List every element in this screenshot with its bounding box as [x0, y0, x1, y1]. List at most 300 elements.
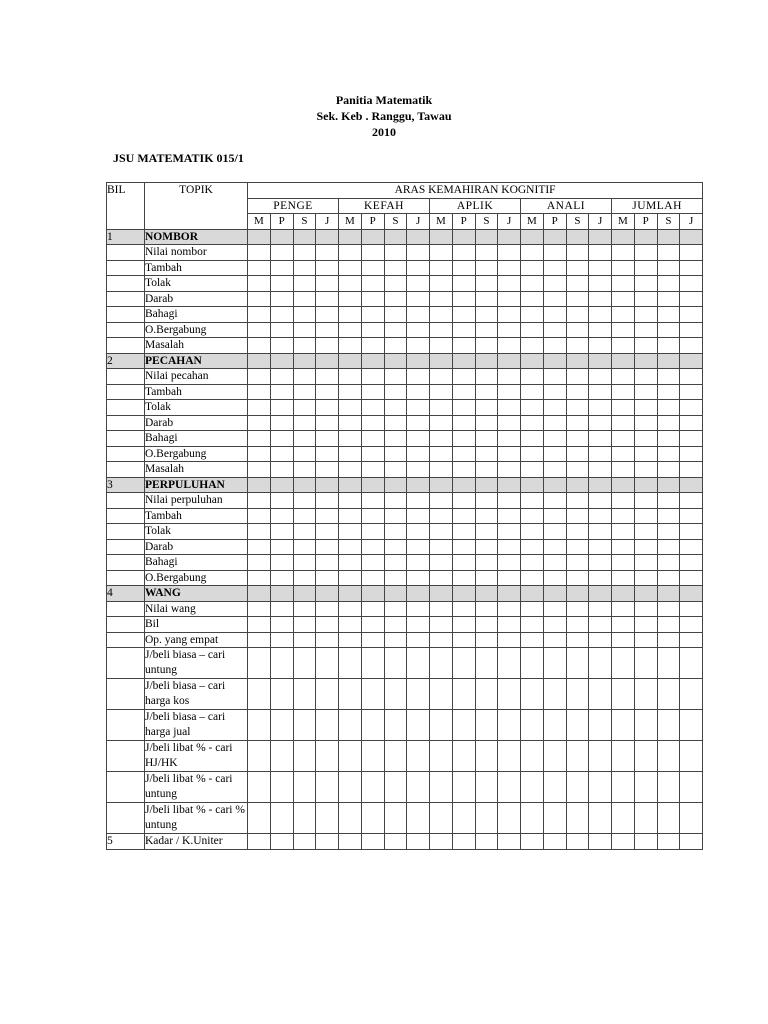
score-cell [430, 276, 453, 292]
score-cell [521, 322, 544, 338]
score-cell [634, 679, 657, 710]
score-cell [566, 772, 589, 803]
score-cell [384, 586, 407, 602]
score-cell [384, 570, 407, 586]
score-cell [566, 617, 589, 633]
score-cell [498, 648, 521, 679]
score-cell [521, 803, 544, 834]
score-cell [248, 384, 271, 400]
score-cell [657, 307, 680, 323]
score-cell [316, 291, 339, 307]
score-cell [316, 803, 339, 834]
score-cell [589, 508, 612, 524]
score-cell [293, 508, 316, 524]
score-cell [407, 477, 430, 493]
score-cell [293, 446, 316, 462]
score-cell [270, 601, 293, 617]
score-cell [407, 493, 430, 509]
score-cell [430, 322, 453, 338]
score-cell [339, 245, 362, 261]
score-cell [475, 632, 498, 648]
table-row [107, 539, 703, 555]
score-cell [657, 431, 680, 447]
score-cell [270, 307, 293, 323]
score-cell [384, 555, 407, 571]
score-cell [498, 369, 521, 385]
score-cell [498, 307, 521, 323]
score-cell [430, 632, 453, 648]
score-cell [498, 601, 521, 617]
score-cell [543, 276, 566, 292]
score-cell [589, 369, 612, 385]
score-cell [384, 524, 407, 540]
score-cell [612, 307, 635, 323]
score-cell [452, 291, 475, 307]
score-cell [293, 369, 316, 385]
score-cell [566, 570, 589, 586]
score-cell [589, 710, 612, 741]
bil-cell [107, 245, 145, 261]
document-header [0, 92, 768, 140]
score-cell [339, 446, 362, 462]
score-cell [521, 477, 544, 493]
table-row [107, 338, 703, 354]
table-row [107, 384, 703, 400]
score-cell [452, 524, 475, 540]
score-cell [430, 601, 453, 617]
bil-cell [107, 679, 145, 710]
score-cell [270, 555, 293, 571]
score-cell [407, 570, 430, 586]
score-cell [339, 803, 362, 834]
score-cell [452, 710, 475, 741]
table-row [107, 322, 703, 338]
topic-cell: Tambah [145, 508, 248, 524]
score-cell [589, 322, 612, 338]
score-cell [612, 539, 635, 555]
score-cell [680, 477, 703, 493]
score-cell [521, 710, 544, 741]
score-cell [452, 834, 475, 850]
score-cell [498, 539, 521, 555]
score-cell [316, 307, 339, 323]
score-cell [361, 384, 384, 400]
score-cell [657, 260, 680, 276]
score-cell [680, 245, 703, 261]
score-cell [566, 508, 589, 524]
sub-col-header: M [430, 214, 453, 230]
score-cell [384, 493, 407, 509]
score-cell [543, 369, 566, 385]
score-cell [316, 446, 339, 462]
score-cell [293, 384, 316, 400]
score-cell [475, 338, 498, 354]
score-cell [361, 834, 384, 850]
score-cell [452, 648, 475, 679]
bil-cell [107, 369, 145, 385]
score-cell [248, 322, 271, 338]
score-cell [566, 462, 589, 478]
bil-cell [107, 772, 145, 803]
table-row [107, 524, 703, 540]
score-cell [589, 632, 612, 648]
score-cell [543, 462, 566, 478]
score-cell [498, 570, 521, 586]
score-cell [339, 617, 362, 633]
score-cell [543, 834, 566, 850]
score-cell [384, 617, 407, 633]
topic-cell: O.Bergabung [145, 446, 248, 462]
score-cell [430, 803, 453, 834]
topic-cell: Nilai perpuluhan [145, 493, 248, 509]
score-cell [316, 260, 339, 276]
score-cell [248, 276, 271, 292]
score-cell [634, 617, 657, 633]
score-cell [566, 307, 589, 323]
score-cell [339, 260, 362, 276]
score-cell [293, 353, 316, 369]
score-cell [270, 524, 293, 540]
score-cell [293, 291, 316, 307]
score-cell [339, 555, 362, 571]
score-cell [316, 570, 339, 586]
score-cell [475, 260, 498, 276]
score-cell [543, 384, 566, 400]
bil-cell: 1 [107, 229, 145, 245]
score-cell [475, 834, 498, 850]
score-cell [498, 741, 521, 772]
score-cell [270, 834, 293, 850]
score-cell [680, 648, 703, 679]
score-cell [634, 322, 657, 338]
score-cell [498, 710, 521, 741]
table-row [107, 462, 703, 478]
score-cell [657, 369, 680, 385]
score-cell [361, 772, 384, 803]
level-header: JUMLAH [612, 198, 703, 214]
sub-col-header: J [316, 214, 339, 230]
score-cell [657, 570, 680, 586]
score-cell [361, 462, 384, 478]
score-cell [361, 741, 384, 772]
score-cell [384, 710, 407, 741]
score-cell [384, 803, 407, 834]
score-cell [361, 570, 384, 586]
bil-cell [107, 260, 145, 276]
score-cell [270, 570, 293, 586]
score-cell [475, 322, 498, 338]
score-cell [430, 772, 453, 803]
bil-cell: 4 [107, 586, 145, 602]
topic-cell: WANG [145, 586, 248, 602]
score-cell [543, 446, 566, 462]
score-cell [452, 276, 475, 292]
score-cell [339, 338, 362, 354]
score-cell [475, 508, 498, 524]
bil-cell [107, 276, 145, 292]
score-cell [384, 462, 407, 478]
score-cell [361, 648, 384, 679]
topic-cell: J/beli biasa – cari harga kos [145, 679, 248, 710]
score-cell [361, 338, 384, 354]
table-row [107, 632, 703, 648]
score-cell [475, 229, 498, 245]
score-cell [361, 307, 384, 323]
score-cell [657, 555, 680, 571]
score-cell [543, 803, 566, 834]
score-cell [521, 446, 544, 462]
score-cell [361, 601, 384, 617]
score-cell [657, 291, 680, 307]
score-cell [452, 570, 475, 586]
score-cell [384, 508, 407, 524]
section-row [107, 586, 703, 602]
score-cell [521, 648, 544, 679]
score-cell [498, 617, 521, 633]
score-cell [566, 260, 589, 276]
table-row [107, 431, 703, 447]
score-cell [339, 291, 362, 307]
score-cell [248, 431, 271, 447]
score-cell [680, 803, 703, 834]
section-row [107, 229, 703, 245]
score-cell [384, 834, 407, 850]
score-cell [612, 524, 635, 540]
score-cell [316, 338, 339, 354]
score-cell [680, 415, 703, 431]
score-cell [475, 617, 498, 633]
score-cell [430, 586, 453, 602]
score-cell [521, 834, 544, 850]
score-cell [293, 710, 316, 741]
score-cell [407, 648, 430, 679]
score-cell [498, 276, 521, 292]
score-cell [521, 462, 544, 478]
sub-col-header: S [566, 214, 589, 230]
score-cell [339, 369, 362, 385]
bil-cell [107, 524, 145, 540]
score-cell [384, 291, 407, 307]
score-cell [430, 369, 453, 385]
score-cell [634, 369, 657, 385]
score-cell [361, 291, 384, 307]
score-cell [361, 493, 384, 509]
score-cell [270, 369, 293, 385]
score-cell [475, 648, 498, 679]
score-cell [543, 260, 566, 276]
score-cell [566, 276, 589, 292]
score-cell [498, 477, 521, 493]
score-cell [384, 369, 407, 385]
score-cell [407, 229, 430, 245]
score-cell [316, 586, 339, 602]
bil-cell [107, 648, 145, 679]
score-cell [521, 679, 544, 710]
bil-cell [107, 601, 145, 617]
score-cell [475, 276, 498, 292]
topic-cell: Tambah [145, 260, 248, 276]
score-cell [316, 384, 339, 400]
bil-cell [107, 431, 145, 447]
score-cell [680, 260, 703, 276]
score-cell [589, 260, 612, 276]
table-row [107, 617, 703, 633]
bil-cell [107, 462, 145, 478]
bil-cell [107, 338, 145, 354]
score-cell [566, 741, 589, 772]
score-cell [680, 632, 703, 648]
score-cell [589, 229, 612, 245]
score-cell [634, 803, 657, 834]
score-cell [452, 803, 475, 834]
score-cell [248, 338, 271, 354]
table-row [107, 679, 703, 710]
score-cell [498, 524, 521, 540]
score-cell [293, 400, 316, 416]
score-cell [339, 431, 362, 447]
sub-col-header: P [270, 214, 293, 230]
score-cell [270, 508, 293, 524]
score-cell [612, 648, 635, 679]
score-cell [270, 648, 293, 679]
score-cell [589, 431, 612, 447]
score-cell [612, 803, 635, 834]
topic-cell: PECAHAN [145, 353, 248, 369]
score-cell [680, 276, 703, 292]
score-cell [452, 260, 475, 276]
score-cell [566, 229, 589, 245]
score-cell [634, 477, 657, 493]
score-cell [566, 322, 589, 338]
score-cell [612, 617, 635, 633]
score-cell [430, 741, 453, 772]
score-cell [680, 384, 703, 400]
score-cell [293, 539, 316, 555]
score-cell [566, 338, 589, 354]
score-cell [657, 338, 680, 354]
bil-cell [107, 741, 145, 772]
score-cell [339, 508, 362, 524]
score-cell [384, 772, 407, 803]
bil-cell: 5 [107, 834, 145, 850]
score-cell [407, 384, 430, 400]
score-cell [316, 772, 339, 803]
score-cell [521, 260, 544, 276]
score-cell [475, 477, 498, 493]
score-cell [521, 617, 544, 633]
bil-cell [107, 632, 145, 648]
topic-cell: Darab [145, 291, 248, 307]
score-cell [498, 586, 521, 602]
score-cell [316, 245, 339, 261]
table-row [107, 555, 703, 571]
score-cell [612, 353, 635, 369]
topic-cell: Bahagi [145, 431, 248, 447]
score-cell [407, 400, 430, 416]
table-row [107, 245, 703, 261]
table-row [107, 369, 703, 385]
score-cell [634, 307, 657, 323]
score-cell [270, 586, 293, 602]
score-cell [566, 353, 589, 369]
score-cell [316, 601, 339, 617]
score-cell [430, 834, 453, 850]
score-cell [589, 415, 612, 431]
score-cell [589, 338, 612, 354]
score-cell [612, 555, 635, 571]
table-row [107, 741, 703, 772]
score-cell [612, 477, 635, 493]
score-cell [248, 446, 271, 462]
score-cell [361, 477, 384, 493]
score-cell [361, 555, 384, 571]
score-cell [680, 834, 703, 850]
score-cell [270, 741, 293, 772]
score-cell [475, 245, 498, 261]
score-cell [361, 632, 384, 648]
topic-cell: Op. yang empat [145, 632, 248, 648]
score-cell [407, 369, 430, 385]
score-cell [248, 834, 271, 850]
topic-cell: J/beli biasa – cari untung [145, 648, 248, 679]
score-cell [680, 307, 703, 323]
score-cell [566, 632, 589, 648]
score-cell [612, 229, 635, 245]
score-cell [498, 679, 521, 710]
score-cell [498, 803, 521, 834]
sub-col-header: S [293, 214, 316, 230]
score-cell [498, 555, 521, 571]
score-cell [452, 446, 475, 462]
score-cell [452, 601, 475, 617]
score-cell [361, 415, 384, 431]
score-cell [452, 400, 475, 416]
score-cell [248, 679, 271, 710]
score-cell [452, 229, 475, 245]
score-cell [339, 276, 362, 292]
score-cell [361, 446, 384, 462]
score-cell [566, 493, 589, 509]
score-cell [452, 477, 475, 493]
score-cell [612, 276, 635, 292]
score-cell [589, 400, 612, 416]
table-row [107, 446, 703, 462]
score-cell [680, 446, 703, 462]
topic-cell: Bil [145, 617, 248, 633]
score-cell [657, 322, 680, 338]
score-cell [475, 493, 498, 509]
score-cell [452, 679, 475, 710]
score-cell [270, 400, 293, 416]
sub-col-header: S [384, 214, 407, 230]
score-cell [407, 555, 430, 571]
sub-col-header: P [361, 214, 384, 230]
score-cell [248, 493, 271, 509]
score-cell [339, 741, 362, 772]
score-cell [475, 446, 498, 462]
score-cell [407, 245, 430, 261]
score-cell [543, 539, 566, 555]
score-cell [430, 260, 453, 276]
table-row [107, 291, 703, 307]
score-cell [498, 338, 521, 354]
score-cell [566, 834, 589, 850]
score-cell [657, 353, 680, 369]
score-cell [680, 493, 703, 509]
score-cell [543, 679, 566, 710]
score-cell [384, 539, 407, 555]
table-row [107, 772, 703, 803]
